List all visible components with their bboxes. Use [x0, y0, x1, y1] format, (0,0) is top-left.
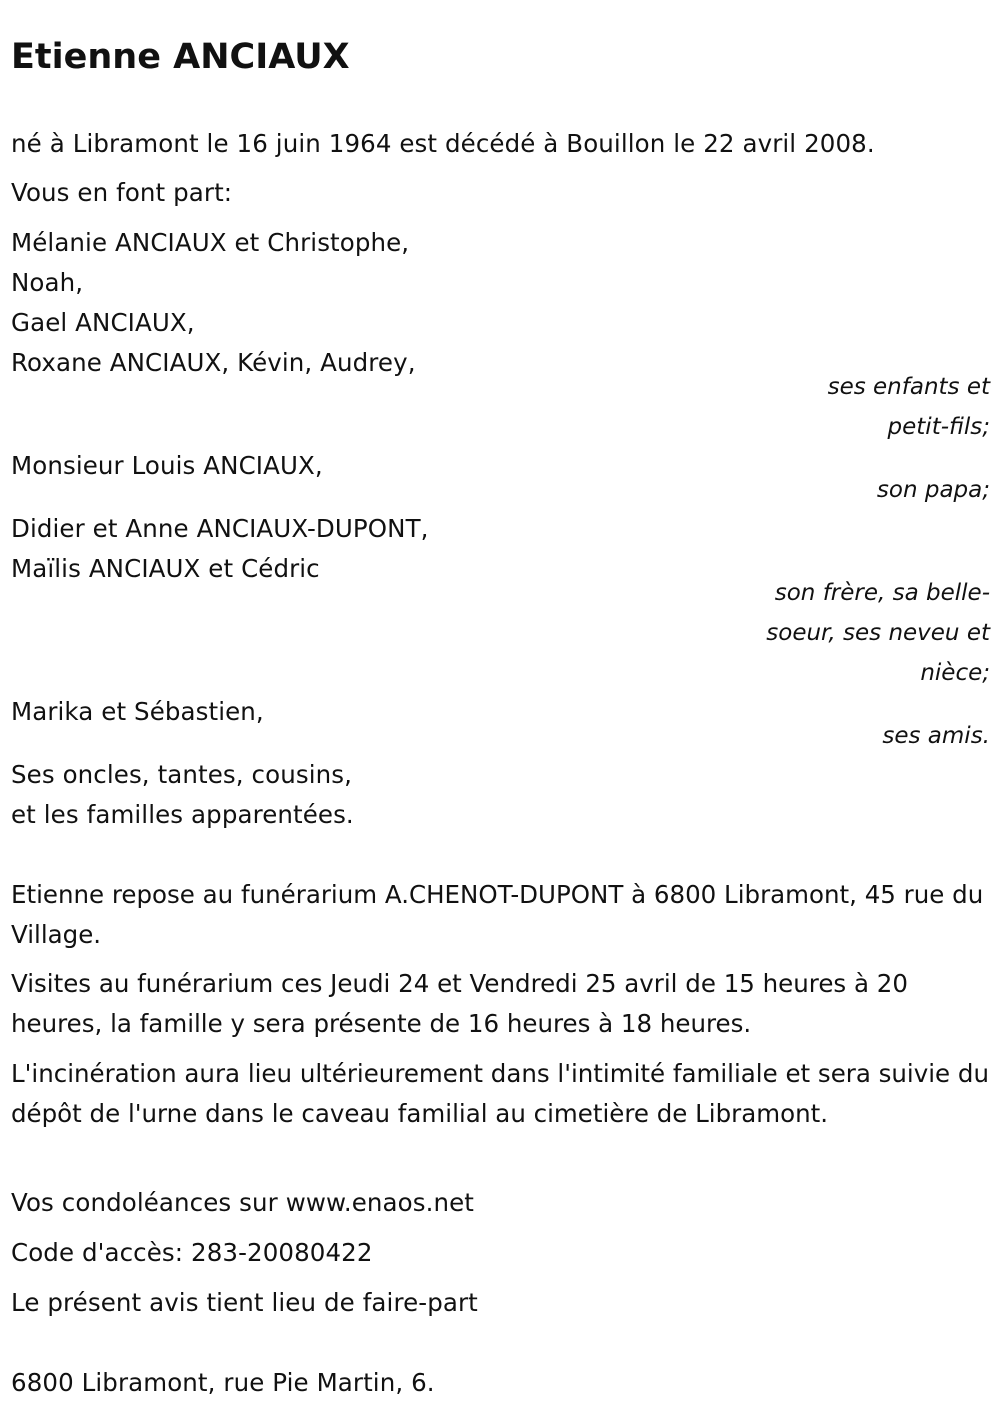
repose-paragraph: Etienne repose au funérarium A.CHENOT-DUPONT à 6800 Libramont, 45 rue du Village. — [11, 880, 984, 949]
family-member-line: Gael ANCIAUX, — [11, 308, 195, 337]
family-member-line: Maïlis ANCIAUX et Cédric — [11, 554, 320, 583]
family-address: 6800 Libramont, rue Pie Martin, 6. — [11, 1368, 435, 1397]
relation-label: son frère, sa belle- — [774, 580, 990, 606]
relation-label: nièce; — [920, 660, 990, 686]
visits-paragraph: Visites au funérarium ces Jeudi 24 et Vendredi 25 avril de 15 heures à 20 heures, la famille y sera présente de 16 heures à 18 heures. — [11, 969, 908, 1038]
family-member-line: Roxane ANCIAUX, Kévin, Audrey, — [11, 348, 416, 377]
deceased-name-title: Etienne ANCIAUX — [11, 37, 350, 77]
faire-part-notice: Le présent avis tient lieu de faire-part — [11, 1288, 478, 1317]
family-member-line: Marika et Sébastien, — [11, 697, 264, 726]
access-code-line: Code d'accès: 283-20080422 — [11, 1238, 373, 1267]
relation-label: son papa; — [876, 477, 990, 503]
birth-death-statement: né à Libramont le 16 juin 1964 est décédé à Bouillon le 22 avril 2008. — [11, 129, 875, 158]
family-member-line: Noah, — [11, 268, 84, 297]
relatives-line: et les familles apparentées. — [11, 800, 354, 829]
relation-label: ses enfants et — [827, 374, 990, 400]
family-member-line: Mélanie ANCIAUX et Christophe, — [11, 228, 410, 257]
condolences-line: Vos condoléances sur www.enaos.net — [11, 1188, 475, 1217]
family-member-line: Didier et Anne ANCIAUX-DUPONT, — [11, 514, 429, 543]
announcement-line: Vous en font part: — [11, 178, 233, 207]
relation-label: ses amis. — [882, 723, 990, 749]
family-member-line: Monsieur Louis ANCIAUX, — [11, 451, 323, 480]
cremation-paragraph: L'incinération aura lieu ultérieurement dans l'intimité familiale et sera suivie du dépôt de l'urne dans le caveau familial au cimetière de Libramont. — [11, 1059, 989, 1128]
relation-label: soeur, ses neveu et — [766, 620, 990, 646]
relation-label: petit-fils; — [887, 414, 990, 440]
relatives-line: Ses oncles, tantes, cousins, — [11, 760, 352, 789]
